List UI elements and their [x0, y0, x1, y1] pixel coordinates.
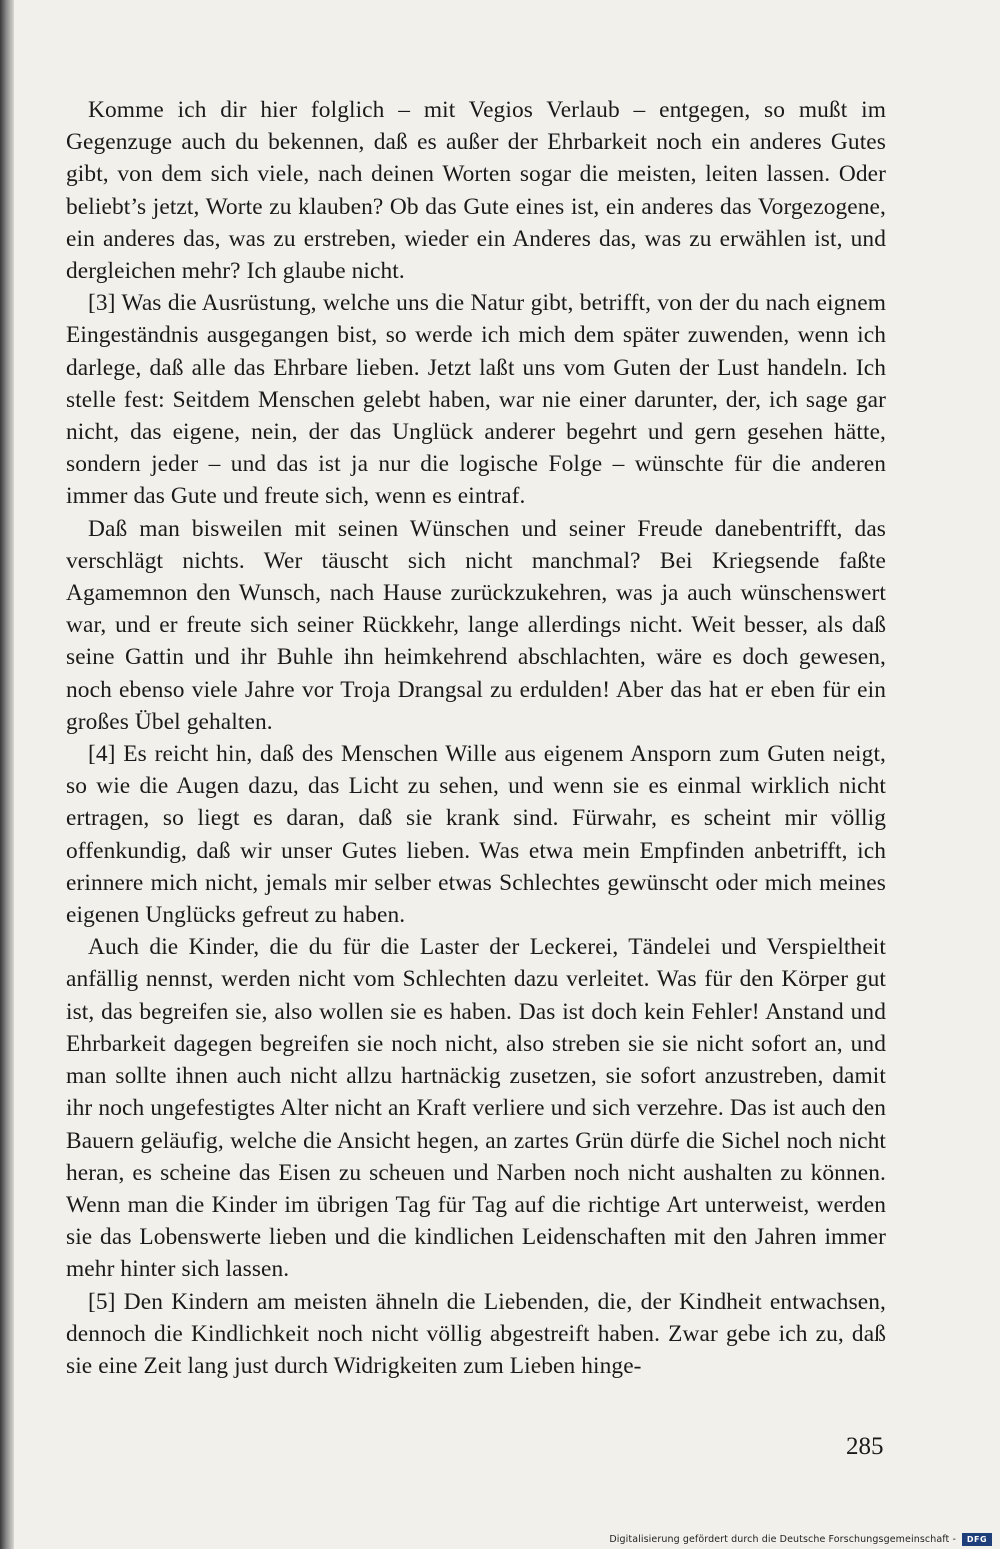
paragraph-6: [5] Den Kindern am meisten ähneln die Liebenden, die, der Kindheit entwachsen, dennoch die Kindlichkeit noch nicht völlig abgestreift haben. Zwar gebe ich zu, daß sie eine Zeit lang just durch Widrigkeiten zum Lieben hinge-: [66, 1288, 886, 1379]
funding-note: Digitalisierung gefördert durch die Deutsche Forschungsgemeinschaft -: [609, 1534, 956, 1545]
page-body-text: [66, 94, 886, 1382]
dfg-logo: DFG: [962, 1533, 992, 1546]
paragraph-3: Daß man bisweilen mit seinen Wünschen und seiner Freude danebentrifft, das verschlägt nichts. Wer täuscht sich nicht manchmal? Bei Kriegsende faßte Agamemnon den Wunsch, nach Hause zurückzukehren, was ja auch wünschenswert war, und er freute sich seiner Rückkehr, lange allerdings nicht. Weit besser, als daß seine Gattin und ihr Buhle ihn heimkehrend abschlachten, wäre es doch gewesen, noch ebenso viele Jahre vor Troja Drangsal zu erdulden! Aber das hat er eben für ein großes Übel gehalten.: [66, 515, 886, 735]
paragraph-1: Komme ich dir hier folglich – mit Vegios Verlaub – entgegen, so mußt im Gegenzuge auch du bekennen, daß es außer der Ehrbarkeit noch ein anderes Gutes gibt, von dem sich viele, nach deinen Worten sogar die meisten, leiten lassen. Oder beliebt’s jetzt, Worte zu klauben? Ob das Gute eines ist, ein anderes das Vorgezogene, ein anderes das, was zu erstreben, wieder ein Anderes das, was zu erwählen ist, und dergleichen mehr? Ich glaube nicht.: [66, 97, 886, 285]
page-number: 285: [846, 1433, 884, 1460]
book-binding-edge: [0, 0, 14, 1549]
paragraph-4: [4] Es reicht hin, daß des Menschen Wille aus eigenem Ansporn zum Guten neigt, so wie die Augen dazu, das Licht zu sehen, und wenn sie es einmal wirklich nicht ertragen, so liegt es daran, daß sie krank sind. Fürwahr, es scheint mir völlig offenkundig, daß wir unser Gutes lieben. Was etwa mein Empfinden anbetrifft, ich erinnere mich nicht, jemals mir selber etwas Schlechtes gewünscht oder mich meines eigenen Unglücks gefreut zu haben.: [66, 741, 886, 929]
paragraph-2: [3] Was die Ausrüstung, welche uns die Natur gibt, betrifft, von der du nach eignem Eingeständnis ausgegangen bist, so werde ich mich dem später zuwenden, wenn ich darlege, daß alle das Ehrbare lieben. Jetzt laßt uns vom Guten der Lust handeln. Ich stelle fest: Seitdem Menschen gelebt haben, war nie einer darunter, der, ich sage gar nicht, das eigene, nein, der das Unglück anderer begehrt und gern gesehen hätte, sondern jeder – und das ist ja nur die logische Folge – wünschte für die anderen immer das Gute und freute sich, wenn es eintraf.: [66, 290, 886, 510]
paragraph-5: Auch die Kinder, die du für die Laster der Leckerei, Tändelei und Verspieltheit anfällig nennst, werden nicht vom Schlechten dazu verleitet. Was für den Körper gut ist, das begreifen sie, also wollen sie es haben. Das ist doch kein Fehler! Anstand und Ehrbarkeit dagegen begreifen sie noch nicht, also streben sie sie nicht sofort an, und man sollte ihnen auch nicht allzu hartnäckig zusetzen, sie sofort anzustreben, damit ihr noch ungefestigtes Alter nicht an Kraft verliere und sich verzehre. Das ist auch den Bauern geläufig, welche die Ansicht hegen, an zartes Grün dürfe die Sichel noch nicht heran, es scheine das Eisen zu scheuen und Narben noch nicht aushalten zu können. Wenn man die Kinder im übrigen Tag für Tag auf die richtige Art unterweist, werden sie das Lobenswerte lieben und die kindlichen Leidenschaften mit den Jahren immer mehr hinter sich lassen.: [66, 934, 886, 1283]
